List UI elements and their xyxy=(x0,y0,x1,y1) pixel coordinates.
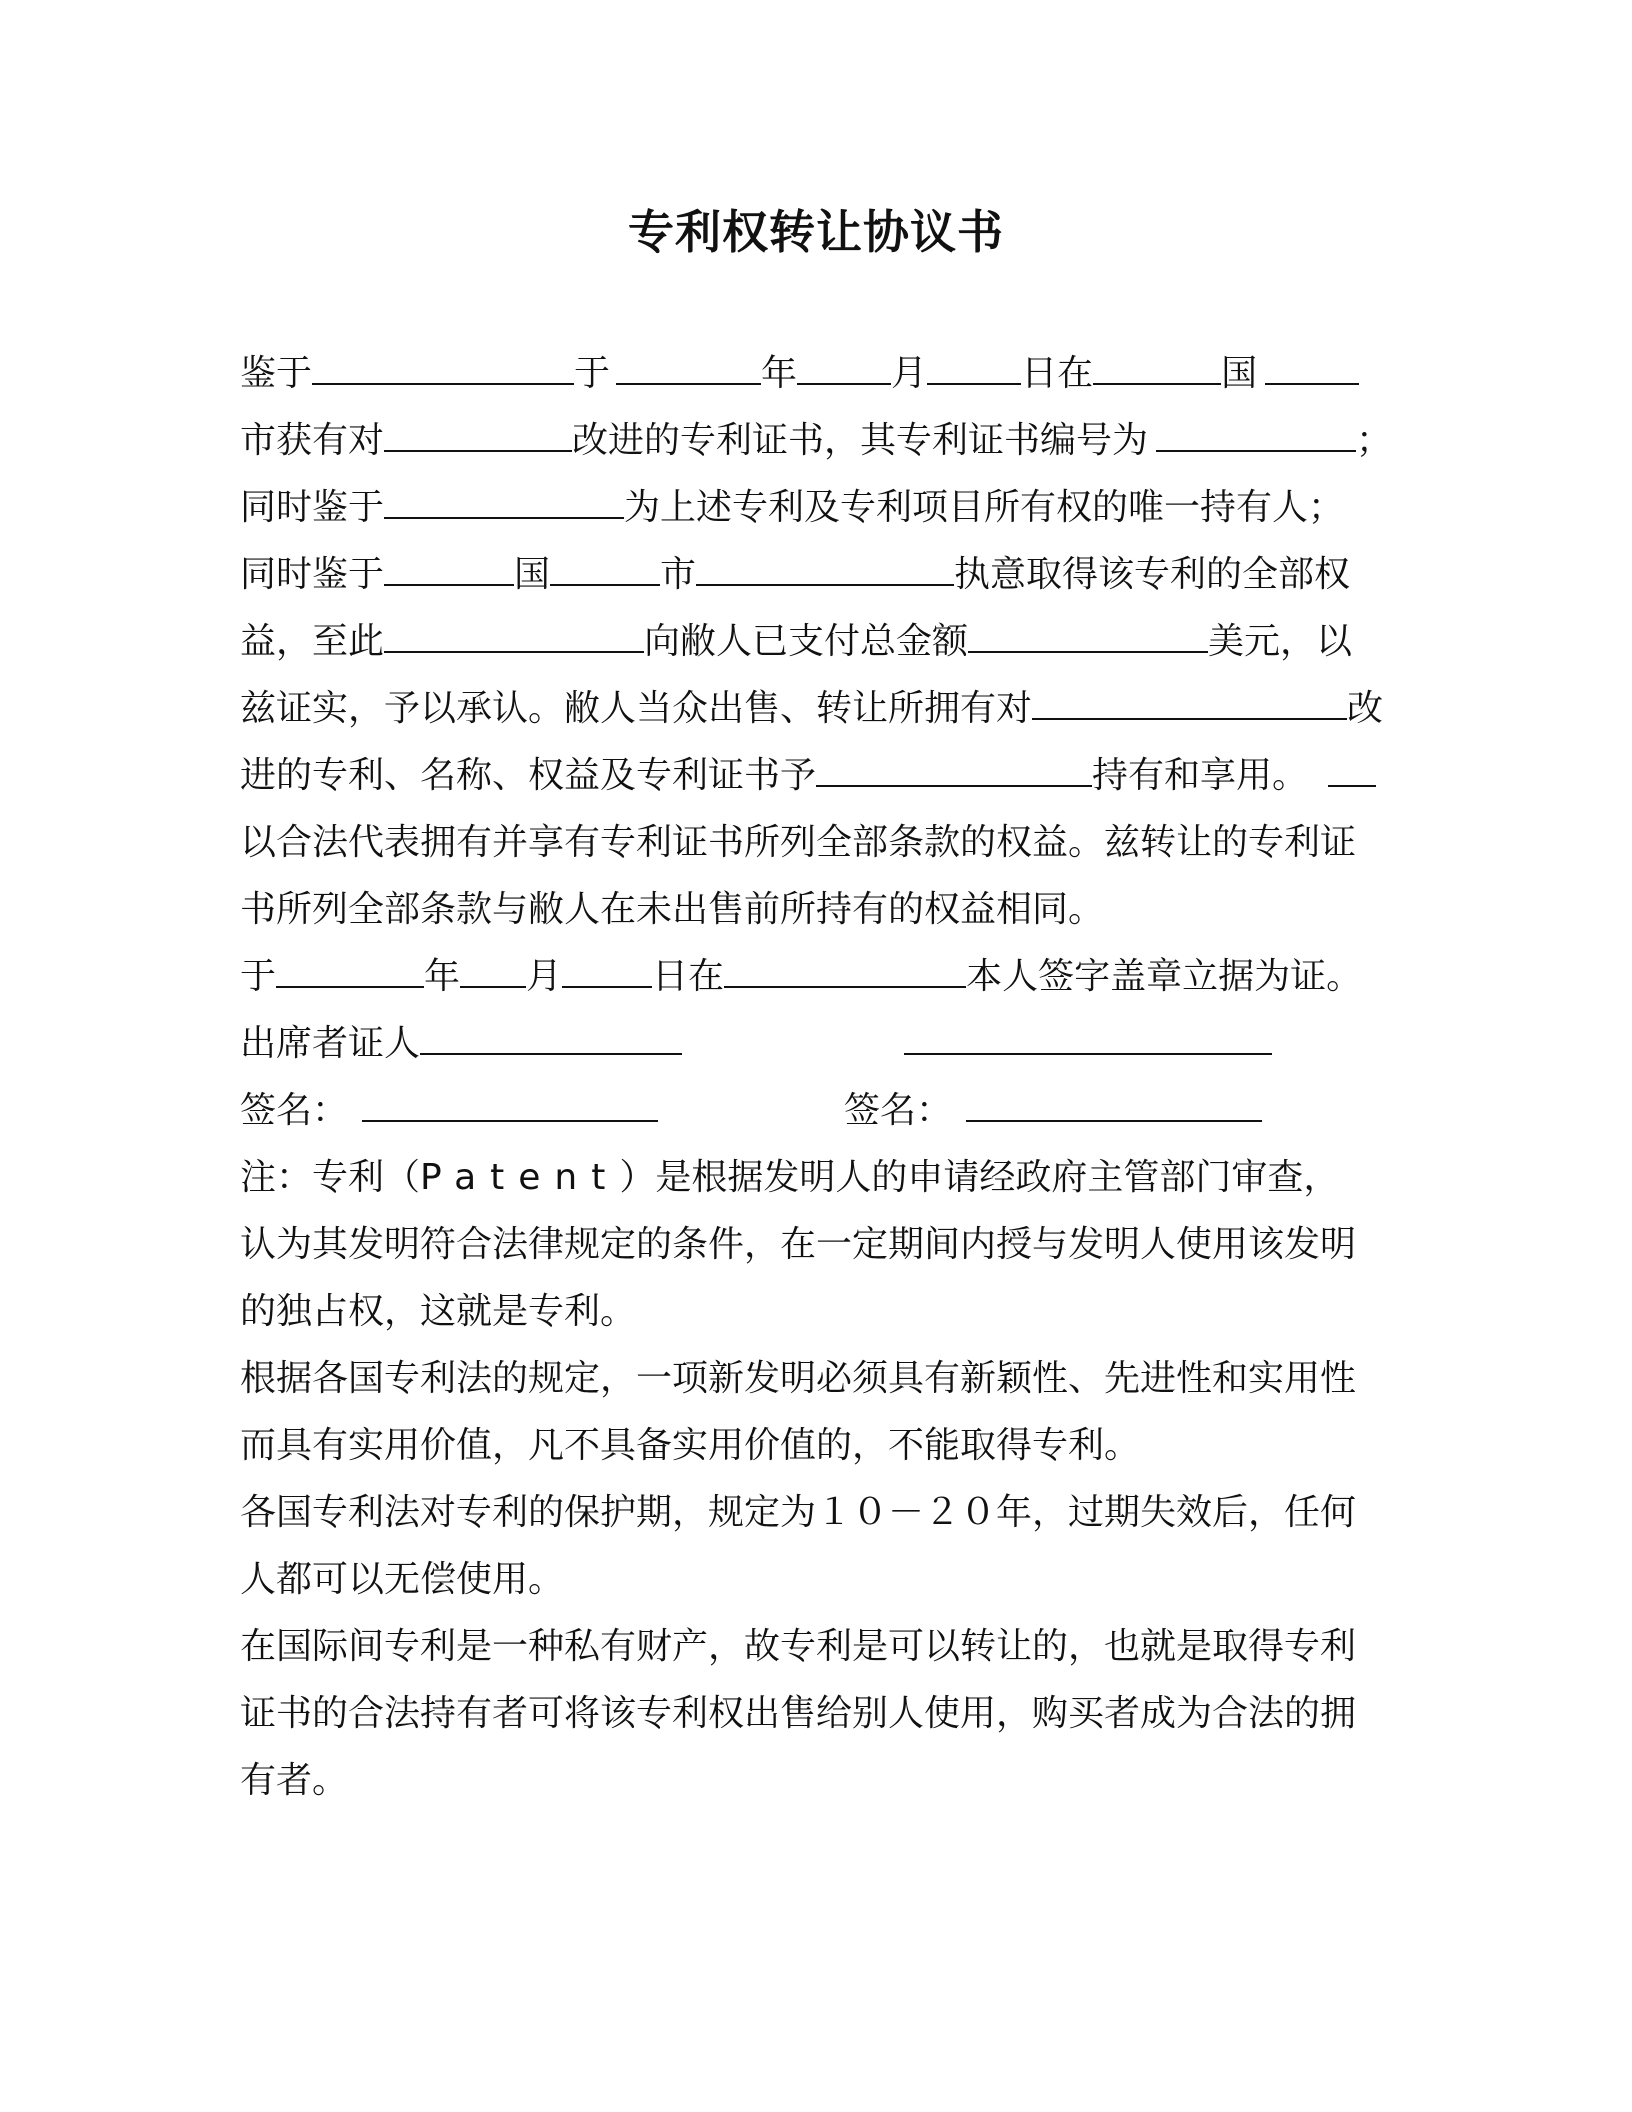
text: 日在 xyxy=(1021,353,1094,394)
text: 出席者证人 xyxy=(240,1023,421,1064)
text: 美元，以 xyxy=(1208,621,1353,662)
note-line: 各国专利法对专利的保护期，规定为１０－２０年，过期失效后，任何 xyxy=(240,1492,1357,1533)
blank-field[interactable] xyxy=(384,617,644,653)
signature-line xyxy=(240,1077,1400,1144)
text: 同时鉴于 xyxy=(240,554,385,595)
witness-field[interactable] xyxy=(420,1019,682,1055)
text: 市 xyxy=(660,554,697,595)
blank-field[interactable] xyxy=(384,550,514,586)
clause-line xyxy=(240,340,1400,407)
text: 改 xyxy=(1347,688,1384,729)
blank-field[interactable] xyxy=(1265,349,1359,385)
text: 月 xyxy=(526,956,563,997)
text: 年 xyxy=(424,956,461,997)
date-line xyxy=(240,943,1400,1010)
text: 本人签字盖章立据为证。 xyxy=(966,956,1363,997)
note-line: 证书的合法持有者可将该专利权出售给别人使用，购买者成为合法的拥 xyxy=(240,1693,1357,1734)
note-line xyxy=(240,1144,1400,1211)
clause-line xyxy=(240,809,1400,876)
text: 为上述专利及专利项目所有权的唯一持有人； xyxy=(624,487,1345,528)
signature-field[interactable] xyxy=(966,1086,1262,1122)
text: ）是根据发明人的申请经政府主管部门审查， xyxy=(619,1157,1340,1198)
text: 以合法代表拥有并享有专利证书所列全部条款的权益。兹转让的专利证 xyxy=(240,822,1357,863)
text: 同时鉴于 xyxy=(240,487,385,528)
document-body xyxy=(240,340,1400,1814)
signature-field[interactable] xyxy=(362,1086,658,1122)
text: 签名： xyxy=(240,1090,349,1131)
blank-field[interactable] xyxy=(562,952,652,988)
blank-field[interactable] xyxy=(1032,684,1347,720)
text: 持有和享用。 xyxy=(1092,755,1309,796)
blank-field[interactable] xyxy=(384,416,572,452)
blank-field[interactable] xyxy=(724,952,966,988)
blank-field[interactable] xyxy=(1093,349,1221,385)
text: Patent xyxy=(420,1157,620,1198)
document-title: 专利权转让协议书 xyxy=(628,205,1004,259)
blank-field[interactable] xyxy=(460,952,526,988)
text: 日在 xyxy=(652,956,725,997)
note-line: 的独占权，这就是专利。 xyxy=(240,1291,637,1332)
text: 签名： xyxy=(844,1090,953,1131)
blank-field[interactable] xyxy=(276,952,424,988)
text: 进的专利、名称、权益及专利证书予 xyxy=(240,755,817,796)
text: 于 xyxy=(240,956,277,997)
text: 国 xyxy=(1221,353,1258,394)
text: 向敝人已支付总金额 xyxy=(644,621,969,662)
clause-line xyxy=(240,876,1400,943)
note-line: 在国际间专利是一种私有财产，故专利是可以转让的，也就是取得专利 xyxy=(240,1626,1357,1667)
blank-field[interactable] xyxy=(384,483,624,519)
note-line: 根据各国专利法的规定，一项新发明必须具有新颖性、先进性和实用性 xyxy=(240,1358,1357,1399)
blank-field[interactable] xyxy=(616,349,761,385)
blank-field[interactable] xyxy=(696,550,954,586)
clause-line xyxy=(240,742,1400,809)
clause-line xyxy=(240,675,1400,742)
text: 鉴于 xyxy=(240,353,313,394)
text: 执意取得该专利的全部权 xyxy=(954,554,1351,595)
text: 改进的专利证书，其专利证书编号为 xyxy=(572,420,1149,461)
blank-field[interactable] xyxy=(927,349,1021,385)
clause-line xyxy=(240,608,1400,675)
blank-field[interactable] xyxy=(1156,416,1356,452)
note-line: 有者。 xyxy=(240,1760,349,1801)
text: 于 xyxy=(574,353,611,394)
witness-line xyxy=(240,1010,1400,1077)
text: 国 xyxy=(514,554,551,595)
text: 益，至此 xyxy=(240,621,385,662)
text: 兹证实，予以承认。敝人当众出售、转让所拥有对 xyxy=(240,688,1033,729)
text: 年 xyxy=(761,353,798,394)
blank-field[interactable] xyxy=(312,349,574,385)
witness-field[interactable] xyxy=(904,1019,1272,1055)
clause-line xyxy=(240,407,1400,474)
text: 书所列全部条款与敝人在未出售前所持有的权益相同。 xyxy=(240,889,1105,930)
blank-field[interactable] xyxy=(968,617,1208,653)
blank-field[interactable] xyxy=(797,349,891,385)
clause-line xyxy=(240,474,1400,541)
text: 月 xyxy=(891,353,928,394)
blank-field[interactable] xyxy=(1328,751,1376,787)
text: 注：专利（ xyxy=(240,1157,421,1198)
blank-field[interactable] xyxy=(550,550,660,586)
blank-field[interactable] xyxy=(816,751,1092,787)
clause-line xyxy=(240,541,1400,608)
text: ； xyxy=(1356,420,1393,461)
note-line: 人都可以无偿使用。 xyxy=(240,1559,565,1600)
text: 市获有对 xyxy=(240,420,385,461)
note-line: 而具有实用价值，凡不具备实用价值的，不能取得专利。 xyxy=(240,1425,1141,1466)
note-line: 认为其发明符合法律规定的条件，在一定期间内授与发明人使用该发明 xyxy=(240,1224,1357,1265)
